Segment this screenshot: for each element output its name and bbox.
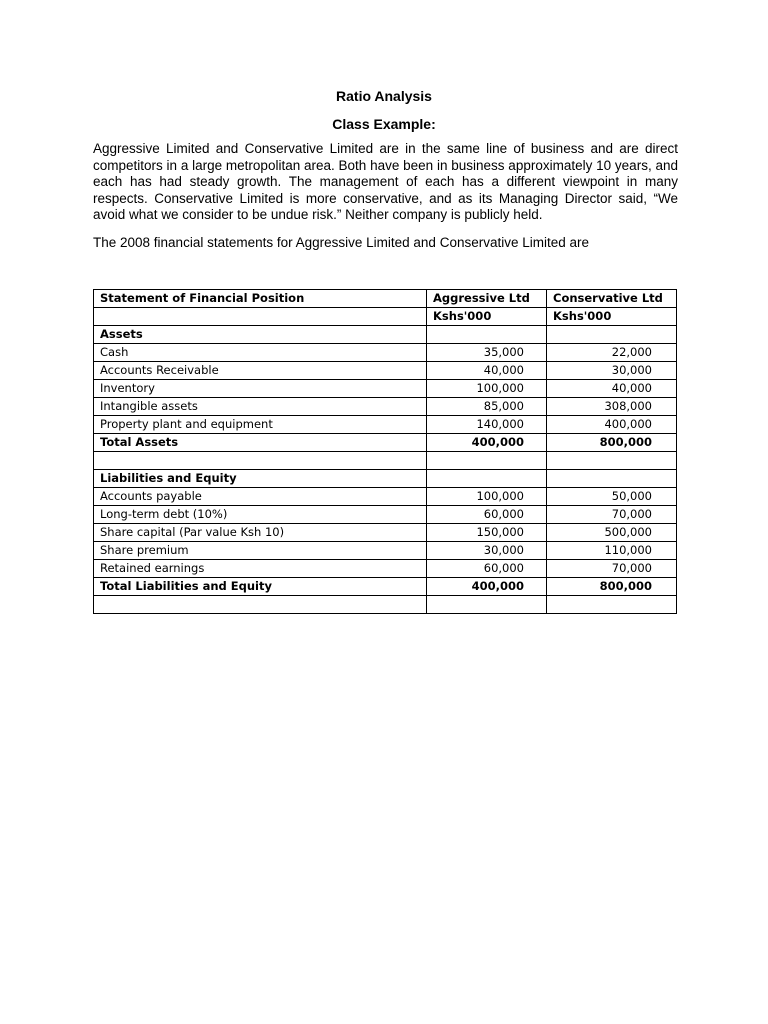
- empty-cell: [427, 596, 547, 614]
- unit-label-empty: [94, 308, 427, 326]
- aggressive-value: 150,000: [427, 524, 547, 542]
- conservative-value: 400,000: [547, 416, 677, 434]
- header-label: Statement of Financial Position: [94, 290, 427, 308]
- aggressive-value: 140,000: [427, 416, 547, 434]
- row-label: Accounts Receivable: [94, 362, 427, 380]
- total-assets-label: Total Assets: [94, 434, 427, 452]
- table-unit-row: [94, 308, 677, 326]
- liabilities-heading: Liabilities and Equity: [94, 470, 427, 488]
- assets-heading-row: [94, 326, 677, 344]
- aggressive-value: 100,000: [427, 380, 547, 398]
- row-label: Accounts payable: [94, 488, 427, 506]
- table-row: [94, 362, 677, 380]
- table-row: [94, 344, 677, 362]
- empty-cell: [427, 452, 547, 470]
- total-assets-conservative: 800,000: [547, 434, 677, 452]
- conservative-value: 70,000: [547, 560, 677, 578]
- empty-cell: [547, 326, 677, 344]
- table-row: [94, 560, 677, 578]
- document-subtitle: Class Example:: [332, 116, 436, 132]
- row-label: Share premium: [94, 542, 427, 560]
- conservative-value: 500,000: [547, 524, 677, 542]
- conservative-value: 30,000: [547, 362, 677, 380]
- row-label: Intangible assets: [94, 398, 427, 416]
- table-header-row: [94, 290, 677, 308]
- total-liabilities-row: [94, 578, 677, 596]
- document-title: Ratio Analysis: [336, 88, 432, 104]
- intro-paragraph: Aggressive Limited and Conservative Limited are in the same line of business and are direct competitors in a large metropolitan area. Both have been in business approximately 10 years, and each has had steady growth. The management of each has a different viewpoint in many respects. Conservative Limited is more conservative, and as its Managing Director said, “We avoid what we consider to be undue risk.” Neither company is publicly held.: [93, 141, 678, 223]
- empty-cell: [94, 452, 427, 470]
- conservative-value: 70,000: [547, 506, 677, 524]
- conservative-value: 50,000: [547, 488, 677, 506]
- row-label: Property plant and equipment: [94, 416, 427, 434]
- aggressive-value: 100,000: [427, 488, 547, 506]
- empty-cell: [427, 470, 547, 488]
- spacer-row: [94, 596, 677, 614]
- header-aggressive: Aggressive Ltd: [427, 290, 547, 308]
- empty-cell: [547, 452, 677, 470]
- empty-cell: [547, 470, 677, 488]
- table-row: [94, 488, 677, 506]
- total-assets-aggressive: 400,000: [427, 434, 547, 452]
- table-row: [94, 416, 677, 434]
- row-label: Inventory: [94, 380, 427, 398]
- table-row: [94, 380, 677, 398]
- table-row: [94, 506, 677, 524]
- unit-conservative: Kshs'000: [547, 308, 677, 326]
- conservative-value: 40,000: [547, 380, 677, 398]
- liabilities-heading-row: [94, 470, 677, 488]
- empty-cell: [547, 596, 677, 614]
- financial-position-table: [93, 289, 677, 614]
- aggressive-value: 60,000: [427, 560, 547, 578]
- aggressive-value: 60,000: [427, 506, 547, 524]
- empty-cell: [94, 596, 427, 614]
- unit-aggressive: Kshs'000: [427, 308, 547, 326]
- spacer-row: [94, 452, 677, 470]
- total-liabilities-label: Total Liabilities and Equity: [94, 578, 427, 596]
- total-liabilities-aggressive: 400,000: [427, 578, 547, 596]
- total-liabilities-conservative: 800,000: [547, 578, 677, 596]
- aggressive-value: 30,000: [427, 542, 547, 560]
- header-conservative: Conservative Ltd: [547, 290, 677, 308]
- conservative-value: 22,000: [547, 344, 677, 362]
- table-row: [94, 524, 677, 542]
- aggressive-value: 35,000: [427, 344, 547, 362]
- row-label: Share capital (Par value Ksh 10): [94, 524, 427, 542]
- aggressive-value: 85,000: [427, 398, 547, 416]
- row-label: Cash: [94, 344, 427, 362]
- total-assets-row: [94, 434, 677, 452]
- assets-heading: Assets: [94, 326, 427, 344]
- conservative-value: 110,000: [547, 542, 677, 560]
- aggressive-value: 40,000: [427, 362, 547, 380]
- conservative-value: 308,000: [547, 398, 677, 416]
- empty-cell: [427, 326, 547, 344]
- row-label: Retained earnings: [94, 560, 427, 578]
- table-row: [94, 398, 677, 416]
- table-row: [94, 542, 677, 560]
- row-label: Long-term debt (10%): [94, 506, 427, 524]
- statements-intro-paragraph: The 2008 financial statements for Aggressive Limited and Conservative Limited are: [93, 235, 590, 250]
